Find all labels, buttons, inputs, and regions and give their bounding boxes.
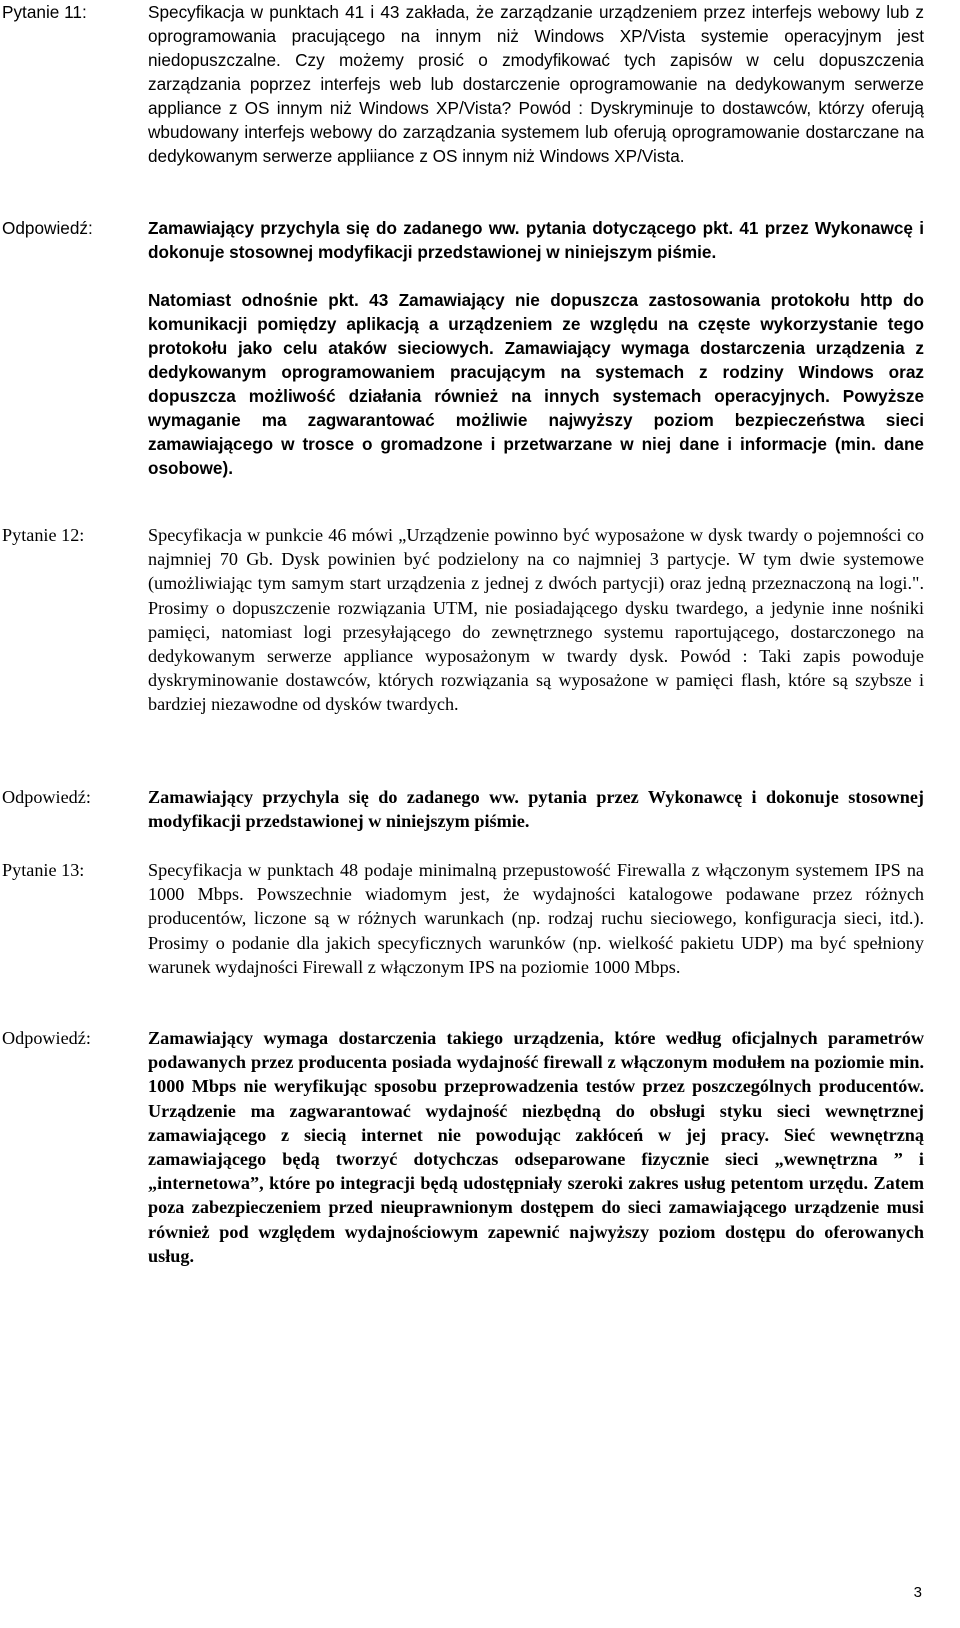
question-label: Pytanie 12: — [2, 525, 85, 545]
answer-label: Odpowiedź: — [2, 1028, 91, 1048]
page-number: 3 — [913, 1584, 922, 1601]
answer-text: Zamawiający wymaga dostarczenia takiego urządzenia, które według oficjalnych parametrów podawanych przez producenta posiada wydajność firewall z włączonym modułem na poziomie min. 1000 Mbps nie weryfikując sposobu przeprowadzenia testów przez poszczególnych producentów. Urządzenie ma zagwarantować wydajność niezbędną do obsługi styku sieci wewnętrznej zamawiającego z siecią internet nie powodując zakłóceń w jej pracy. Sieć wewnętrzną zamawiającego będą tworzyć dotychczas odseparowane fizycznie sieci „wewnętrzna ” i „internetowa”, które po integracji będą udostępniały szeroki zakres usług petentom urzędu. Zatem poza zabezpieczeniem przed nieuprawnionym dostępem do sieci zamawiającego urządzenie musi również pod względem wydajnościowym zapewnić najwyższy poziom dostępu do oferowanych usług. — [148, 1028, 924, 1266]
answer-label: Odpowiedź: — [2, 218, 93, 238]
answer-text-1: Zamawiający przychyla się do zadanego ww. pytania dotyczącego pkt. 41 przez Wykonawcę i dokonuje stosownej modyfikacji przedstawionej w niniejszym piśmie. — [148, 218, 924, 262]
answer-text-2: Natomiast odnośnie pkt. 43 Zamawiający nie dopuszcza zastosowania protokołu http do komunikacji pomiędzy aplikacją a urządzeniem ze względu na częste wykorzystanie tego protokołu jako celu ataków sieciowych. Zamawiający wymaga dostarczenia urządzenia z dedykowanym oprogramowaniem pracującym na systemach z rodziny Windows oraz dopuszcza możliwość działania również na innych systemach operacyjnych. Powyższe wymaganie ma zagwarantować możliwie najwyższy poziom bezpieczeństwa sieci zamawiającego w trosce o gromadzone i przetwarzane w niej dane i informacje (min. dane osobowe). — [148, 290, 924, 478]
question-text: Specyfikacja w punktach 41 i 43 zakłada, że zarządzanie urządzeniem przez interfejs webowy lub z oprogramowania pracującego na innym niż Windows XP/Vista systemie operacyjnym jest niedopuszczalne. Czy możemy prosić o zmodyfikować tych zapisów w celu dopuszczenia zarządzania poprzez interfejs web lub dostarczenie oprogramowanie na dedykowanym serwerze appliance z OS innym niż Windows XP/Vista? Powód : Dyskryminuje to dostawców, którzy oferują wbudowany interfejs webowy do zarządzania systemem lub oferują oprogramowanie dostarczane na dedykowanym serwerze appliiance z OS innym niż Windows XP/Vista. — [148, 2, 924, 166]
question-label: Pytanie 13: — [2, 860, 85, 880]
answer-label: Odpowiedź: — [2, 787, 91, 807]
question-label: Pytanie 11: — [2, 2, 87, 22]
question-text: Specyfikacja w punkcie 46 mówi „Urządzenie powinno być wyposażone w dysk twardy o pojemności co najmniej 70 Gb. Dysk powinien być podzielony na co najmniej 3 partycje. W tym dwie systemowe (umożliwiając tym samym start urządzenia z jednej z dwóch partycji) oraz jedną przeznaczoną na logi.". Prosimy o dopuszczenie rozwiązania UTM, nie posiadającego dysku twardego, a jedynie inne nośniki pamięci, natomiast logi przesyłającego do zewnętrznego systemu raportującego, dostarczonego na dedykowanym serwerze appliance wyposażonym w twardy dysk. Powód : Taki zapis powoduje dyskryminowanie dostawców, których rozwiązania są wyposażone w pamięci flash, które są szybsze i bardziej niezawodne od dysków twardych. — [148, 525, 924, 715]
question-text: Specyfikacja w punktach 48 podaje minimalną przepustowość Firewalla z włączonym systemem IPS na 1000 Mbps. Powszechnie wiadomym jest, że wydajności katalogowe podawane przez różnych producentów, liczone są w różnych warunkach (np. rodzaj ruchu sieciowego, konfiguracja sieci, itd.). Prosimy o podanie dla jakich specyficznych warunków (np. wielkość pakietu UDP) ma być spełniony warunek wydajności Firewall z włączonym IPS na poziomie 1000 Mbps. — [148, 860, 924, 977]
answer-text: Zamawiający przychyla się do zadanego ww. pytania przez Wykonawcę i dokonuje stosownej modyfikacji przedstawionej w niniejszym piśmie. — [148, 787, 924, 832]
